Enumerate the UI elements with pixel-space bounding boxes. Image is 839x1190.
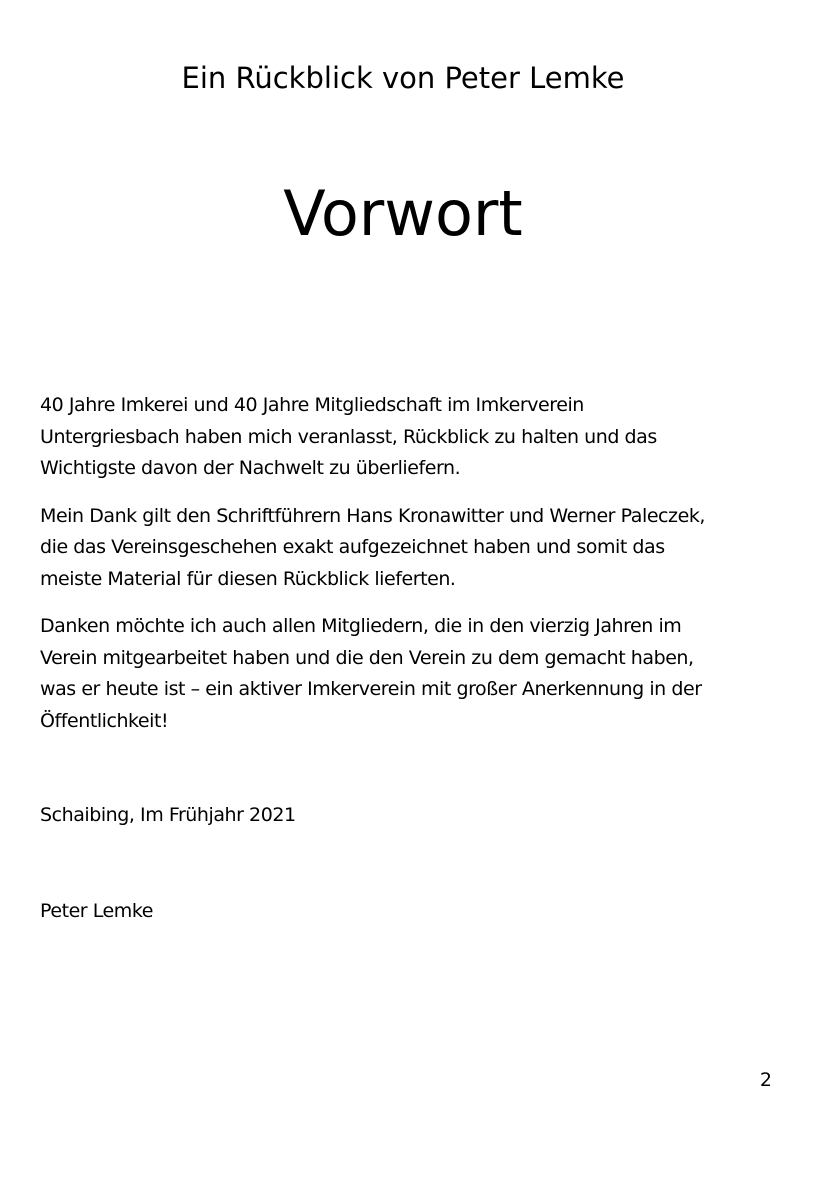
paragraph-line: Verein mitgearbeitet haben und die den Verein zu dem gemacht haben,	[40, 646, 694, 669]
place-date: Schaibing, Im Frühjahr 2021	[40, 804, 296, 826]
paragraph-line: Danken möchte ich auch allen Mitgliedern, die in den vierzig Jahren im	[40, 615, 682, 637]
paragraph-line: die das Vereinsgeschehen exakt aufgezeichnet haben und somit das	[40, 536, 665, 558]
paragraph-line: 40 Jahre Imkerei und 40 Jahre Mitgliedschaft im Imkerverein	[40, 394, 584, 416]
paragraph-line: Wichtigste davon der Nachwelt zu überliefern.	[40, 457, 461, 479]
paragraph-line: meiste Material für diesen Rückblick lieferten.	[40, 567, 456, 590]
paragraph-2	[40, 501, 800, 596]
body-text	[40, 390, 800, 753]
paragraph-line: Untergriesbach haben mich veranlasst, Rückblick zu halten und das	[40, 425, 657, 448]
paragraph-line: Mein Dank gilt den Schriftführern Hans Kronawitter und Werner Paleczek,	[40, 504, 705, 527]
paragraph-3	[40, 611, 800, 737]
page-subtitle: Ein Rückblick von Peter Lemke	[181, 61, 625, 95]
signature-name: Peter Lemke	[40, 900, 153, 922]
page-number: 2	[759, 1069, 772, 1091]
paragraph-line: was er heute ist – ein aktiver Imkerverein mit großer Anerkennung in der	[40, 678, 702, 700]
paragraph-1	[40, 390, 800, 485]
paragraph-line: Öffentlichkeit!	[40, 709, 169, 732]
page-title: Vorwort	[283, 177, 523, 250]
